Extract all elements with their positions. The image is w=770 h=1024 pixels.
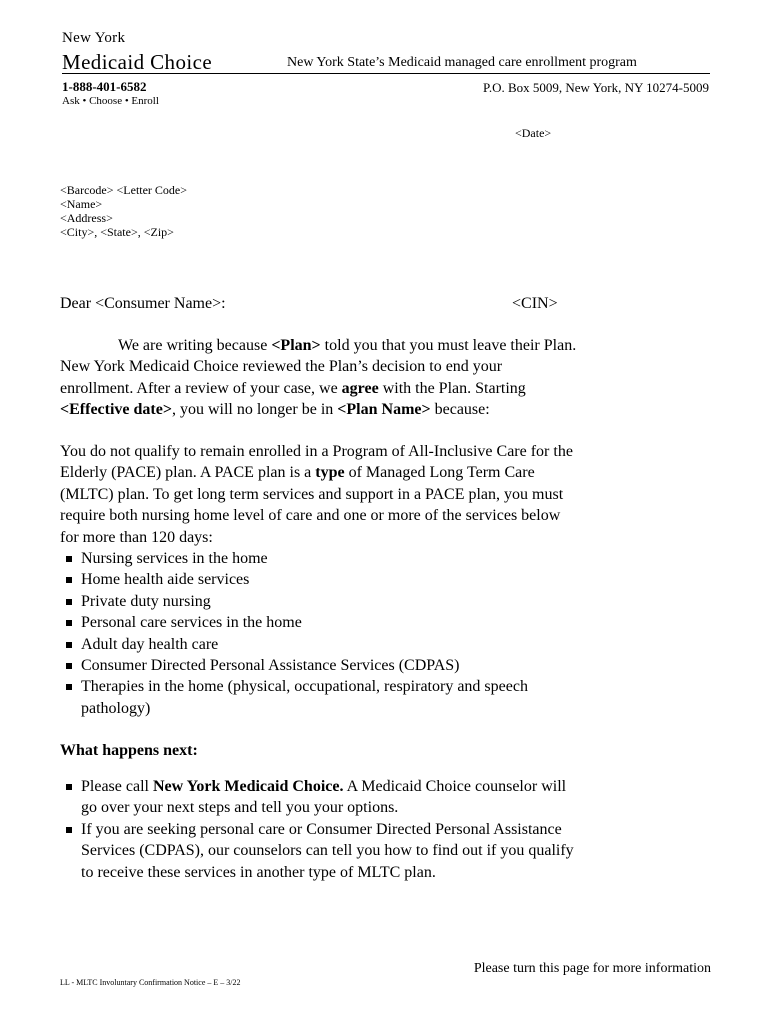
paragraph-line: (MLTC) plan. To get long term services and support in a PACE plan, you must xyxy=(60,485,564,503)
bullet-square-icon xyxy=(66,642,72,648)
letterhead-motto: Ask • Choose • Enroll xyxy=(62,95,159,107)
text-run: enrollment. After a review of your case, we xyxy=(60,379,342,397)
letter-date: <Date> xyxy=(515,126,552,140)
turn-page-notice: Please turn this page for more information xyxy=(473,961,711,976)
list-item-text: Private duty nursing xyxy=(81,592,211,610)
list-item-text: Nursing services in the home xyxy=(81,550,268,568)
paragraph-line xyxy=(60,335,715,356)
list-item xyxy=(60,676,715,719)
list-item-text: Home health aide services xyxy=(81,571,250,589)
bullet-square-icon xyxy=(66,684,72,690)
bullet-square-icon xyxy=(66,599,72,605)
next-steps-list xyxy=(60,776,720,883)
list-item-text: Consumer Directed Personal Assistance Services (CDPAS) xyxy=(81,657,460,675)
text-run: , you will no longer be in xyxy=(171,401,338,419)
text-run: Please call xyxy=(81,778,153,795)
bullet-square-icon xyxy=(66,784,72,790)
paragraph-line: New York Medicaid Choice reviewed the Plan’s decision to end your xyxy=(60,358,503,376)
list-item xyxy=(60,634,715,655)
paragraph-line xyxy=(60,378,715,399)
paragraph-line: require both nursing home level of care and one or more of the services below xyxy=(60,507,561,525)
section-heading-next: What happens next: xyxy=(60,742,198,759)
address-line-street: <Address> xyxy=(60,211,113,225)
text-run: of Managed Long Term Care xyxy=(344,464,535,482)
list-item-text: Personal care services in the home xyxy=(81,614,302,632)
effective-date-placeholder: <Effective date> xyxy=(60,401,172,419)
letterhead-divider xyxy=(62,73,710,74)
list-item xyxy=(60,655,715,676)
paragraph-line xyxy=(60,399,715,420)
letterhead-po-box: P.O. Box 5009, New York, NY 10274-5009 xyxy=(483,80,709,95)
letterhead-brand: Medicaid Choice xyxy=(62,50,213,74)
text-run: A Medicaid Choice counselor will xyxy=(343,778,567,795)
type-emphasis: type xyxy=(315,464,345,482)
address-line-barcode: <Barcode> <Letter Code> xyxy=(60,183,188,197)
address-line-city: <City>, <State>, <Zip> xyxy=(60,225,174,239)
list-item-text: If you are seeking personal care or Consumer Directed Personal Assistance xyxy=(81,820,562,838)
list-item-text: pathology) xyxy=(81,699,151,717)
list-item xyxy=(60,548,715,569)
paragraph-decision xyxy=(60,335,715,421)
cin-placeholder: <CIN> xyxy=(512,295,558,312)
list-item xyxy=(60,819,720,883)
plan-name-placeholder: <Plan Name> xyxy=(337,401,431,419)
address-line-name: <Name> xyxy=(60,197,103,211)
text-run: because: xyxy=(430,401,490,419)
bullet-square-icon xyxy=(66,827,72,833)
bullet-square-icon xyxy=(66,577,72,583)
paragraph-line: for more than 120 days: xyxy=(60,528,213,546)
bullet-square-icon xyxy=(66,663,72,669)
list-item xyxy=(60,776,720,819)
list-item-text: Adult day health care xyxy=(81,635,219,653)
letterhead-state: New York xyxy=(62,30,126,46)
next-steps-section xyxy=(60,776,720,883)
list-item-text: Services (CDPAS), our counselors can tell you how to find out if you qualify xyxy=(81,842,574,860)
plan-placeholder: <Plan> xyxy=(271,337,321,354)
list-item-text: to receive these services in another type of MLTC plan. xyxy=(81,863,436,881)
nymc-emphasis: New York Medicaid Choice. xyxy=(152,778,344,795)
bullet-square-icon xyxy=(66,556,72,562)
paragraph-line: You do not qualify to remain enrolled in a Program of All-Inclusive Care for the xyxy=(60,443,573,460)
list-item-text: go over your next steps and tell you your options. xyxy=(81,799,399,817)
list-item xyxy=(60,612,715,633)
list-item xyxy=(60,591,715,612)
form-identifier: LL - MLTC Involuntary Confirmation Notice – E – 3/22 xyxy=(60,978,241,987)
agree-emphasis: agree xyxy=(341,379,379,397)
letterhead-phone: 1-888-401-6582 xyxy=(62,79,147,94)
paragraph-line xyxy=(60,462,715,483)
bullet-square-icon xyxy=(66,620,72,626)
list-item-text: Therapies in the home (physical, occupational, respiratory and speech xyxy=(81,678,528,696)
list-item-text xyxy=(81,776,720,797)
text-run: Elderly (PACE) plan. A PACE plan is a xyxy=(60,464,316,482)
recipient-address xyxy=(60,183,187,239)
salutation: Dear <Consumer Name>: xyxy=(60,295,226,312)
list-item xyxy=(60,569,715,590)
letterhead-tagline: New York State’s Medicaid managed care enrollment program xyxy=(287,55,637,70)
text-run: with the Plan. Starting xyxy=(378,379,526,397)
paragraph-reason xyxy=(60,441,715,719)
text-run: told you that you must leave their Plan. xyxy=(320,337,577,354)
services-list xyxy=(60,548,715,719)
text-run: We are writing because xyxy=(118,337,272,354)
